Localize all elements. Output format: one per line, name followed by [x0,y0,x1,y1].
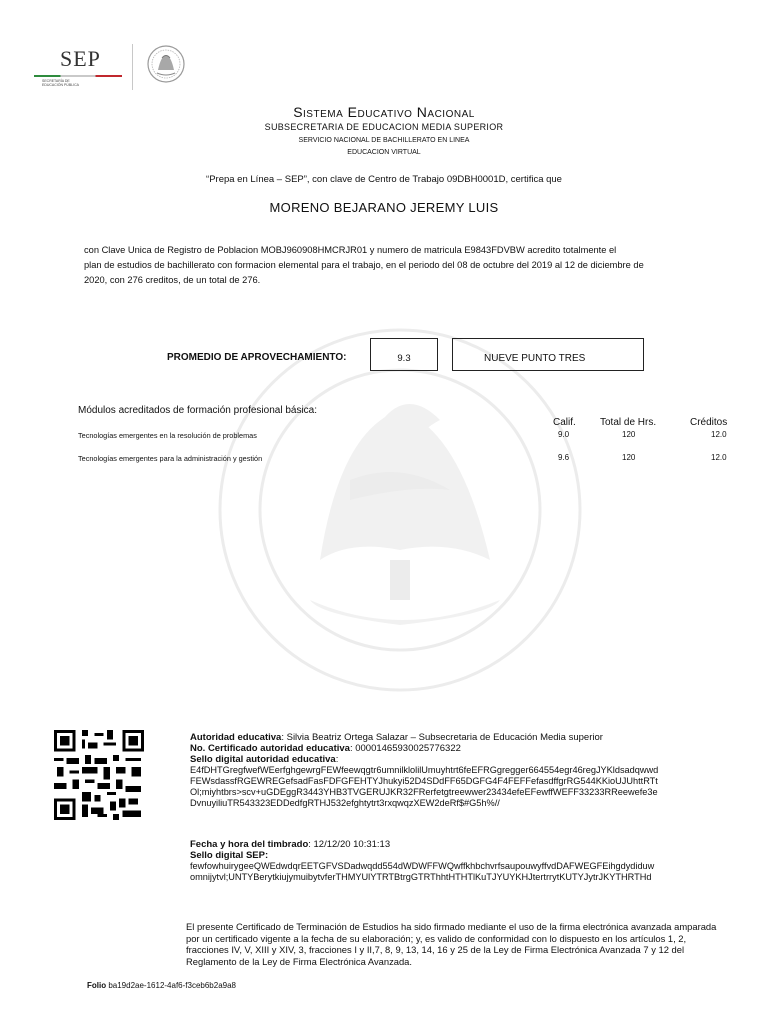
promedio-value: 9.3 [397,353,411,364]
authority-cert-line: No. Certificado autoridad educativa: 00001465930025776322 [190,743,461,754]
promedio-text: NUEVE PUNTO TRES [484,353,586,364]
column-header-calif: Calif. [553,417,576,428]
column-header-creditos: Créditos [690,417,728,428]
module-row-hrs: 120 [622,453,636,462]
timbrado-date-line: Fecha y hora del timbrado: 12/12/20 10:31:13 [190,839,391,850]
servicio-title: SERVICIO NACIONAL DE BACHILLERATO EN LINEA [298,137,470,144]
mexican-coat-of-arms-icon [143,44,189,84]
authority-line: Autoridad educativa: Silvia Beatriz Ortega Salazar – Subsecretaria de Educación Media superior [190,732,603,743]
body-line: 2020, con 276 creditos, de un total de 276. [84,275,261,285]
authority-seal-label: Sello digital autoridad educativa: [190,754,339,765]
column-header-hrs: Total de Hrs. [600,417,657,428]
sep-seal-label: Sello digital SEP: [190,850,269,861]
folio [87,981,236,990]
promedio-label: PROMEDIO DE APROVECHAMIENTO: [167,352,347,363]
sep-seal-line: fewfowhuirygeeQWEdwdqrEETGFVSDadwqdd554dWDWFFWQwffkhbchvrfsaupouwyffvdDAFWEGFEihgdydiduw [190,861,655,871]
module-row-name: Tecnologías emergentes en la resolución de problemas [78,431,257,440]
modalidad-title: EDUCACION VIRTUAL [347,149,421,156]
student-name: MORENO BEJARANO JEREMY LUIS [269,200,499,215]
authority-seal-line: Ol;miyhtbrs>scv+uGDEggR3443YHB3TVGERUJKR32FRerfetgtreewwer23434efeEFewffWEFF33233RReewefe3e [190,787,658,797]
sep-seal-line: omnijytvl;UNTYBerytkiujymuibytvferTHMYUlYTRTBtrgGTRThhtHTHTlKuTJYUYKHJtertrrytKUTYJytrJKYTHRTHd [190,872,652,882]
module-row-hrs: 120 [622,430,636,439]
module-row-calif: 9.6 [558,453,570,462]
timbrado-block [190,839,730,883]
sep-logo [32,44,127,87]
body-line: con Clave Unica de Registro de Poblacion MOBJ960908HMCRJR01 y numero de matricula E9843FDVBW acredito totalmente el [84,245,617,255]
authority-seal-line: FEWsdassfRGEWREGefsadFasFDFGFEHTYJhukyi52D4SDdFF65DGFG4F4FEFFefasdffgrRG544KKioUJUhttRTt [190,776,658,786]
sep-logo-stripe [34,75,122,77]
module-row-creditos: 12.0 [711,430,727,439]
authority-block [190,732,730,809]
certification-statement: “Prepa en Línea – SEP”, con clave de Centro de Trabajo 09DBH0001D, certifica que [206,174,562,185]
body-paragraph [84,243,724,288]
module-row-calif: 9.0 [558,430,570,439]
system-title: Sistema Educativo Nacional [293,104,475,120]
folio-label: Folio [87,981,107,990]
qr-code-icon[interactable] [54,730,144,820]
folio-value: ba19d2ae-1612-4af6-f3ceb6b2a9a8 [106,981,236,990]
sep-logo-subtitle: SECRETARÍA DE EDUCACIÓN PÚBLICA [42,79,79,87]
modules-heading: Módulos acreditados de formación profesional básica: [78,405,318,416]
module-row-creditos: 12.0 [711,453,727,462]
authority-seal-line: E4fDHTGregfwefWEerfghgewrgFEWfeewqgtr6umnilklolilUmuyhtrt6feEFRGgregger664554egr46regJYKldsadqwwd [190,765,659,775]
body-line: plan de estudios de bachillerato con formacion elemental para el trabajo, en el periodo del 08 de octubre del 2019 al 12 de diciembre de [84,260,644,270]
module-row-name: Tecnologías emergentes para la administración y gestión [78,454,263,463]
sep-logo-word: SEP [60,46,101,71]
header-divider [132,44,133,90]
legal-notice: El presente Certificado de Terminación de Estudios ha sido firmado mediante el uso de la firma electrónica avanzada amparada por un certificado vigente a la fecha de su elaboración; y, es valido de conformidad con lo dispuesto en los artículos 1, 2, fracciones IV, V, XIII y XIV, 3, fracciones I y II,7, 8, 9, 13, 14, 16 y 25 de la Ley de Firma Electrónica Avanzada 7 y 12 del Reglamento de la Ley de Firma Electrónica Avanzada. [186,921,717,967]
subsecretaria-title: SUBSECRETARIA DE EDUCACION MEDIA SUPERIOR [264,122,504,132]
authority-seal-line: DvnuyiliuTR543323EDDedfgRTHJ532efghtytrt3rxqwqzXEW2deRf$#G5h%// [190,798,500,808]
